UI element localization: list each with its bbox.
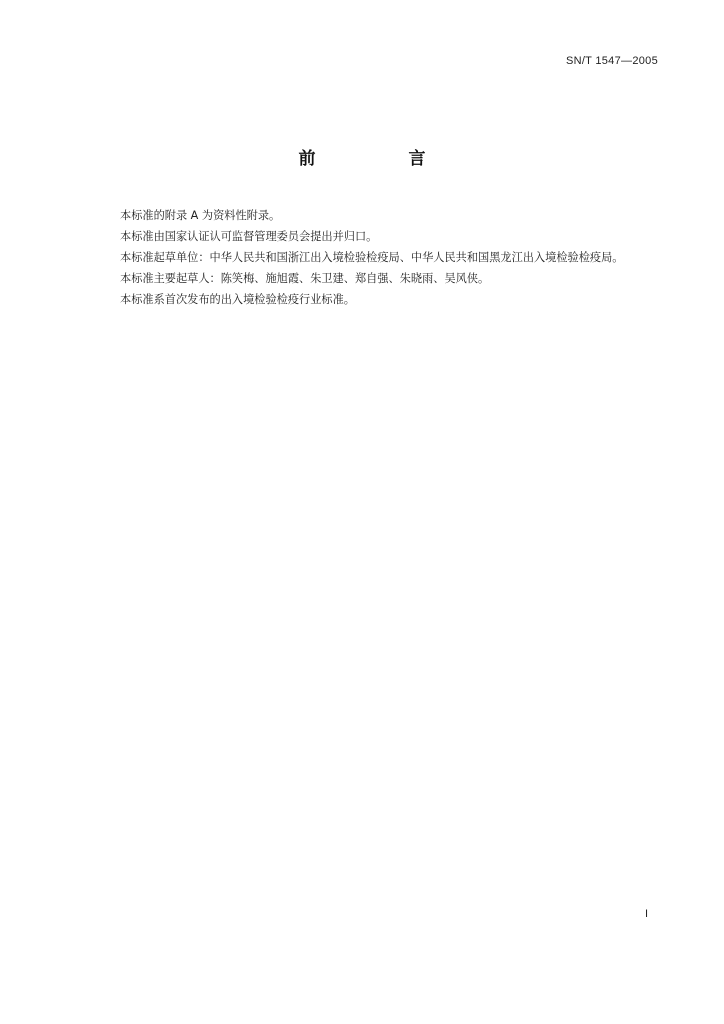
- foreword-body: [96, 205, 660, 310]
- paragraph-first-release: 本标准系首次发布的出入境检验检疫行业标准。: [120, 293, 355, 306]
- page-title: 前 言: [298, 149, 464, 169]
- page-number: I: [644, 908, 648, 920]
- standard-code: SN/T 1547—2005: [565, 55, 658, 67]
- paragraph-drafters: 本标准主要起草人：陈笑梅、施旭霞、朱卫建、郑自强、朱晓雨、吴风侠。: [120, 272, 490, 285]
- paragraph-drafting-units: 本标准起草单位：中华人民共和国浙江出入境检验检疫局、中华人民共和国黑龙江出入境检验检疫局。: [120, 251, 624, 264]
- paragraph-annex: 本标准的附录 A 为资料性附录。: [120, 209, 281, 222]
- paragraph-proposer: 本标准由国家认证认可监督管理委员会提出并归口。: [120, 230, 378, 243]
